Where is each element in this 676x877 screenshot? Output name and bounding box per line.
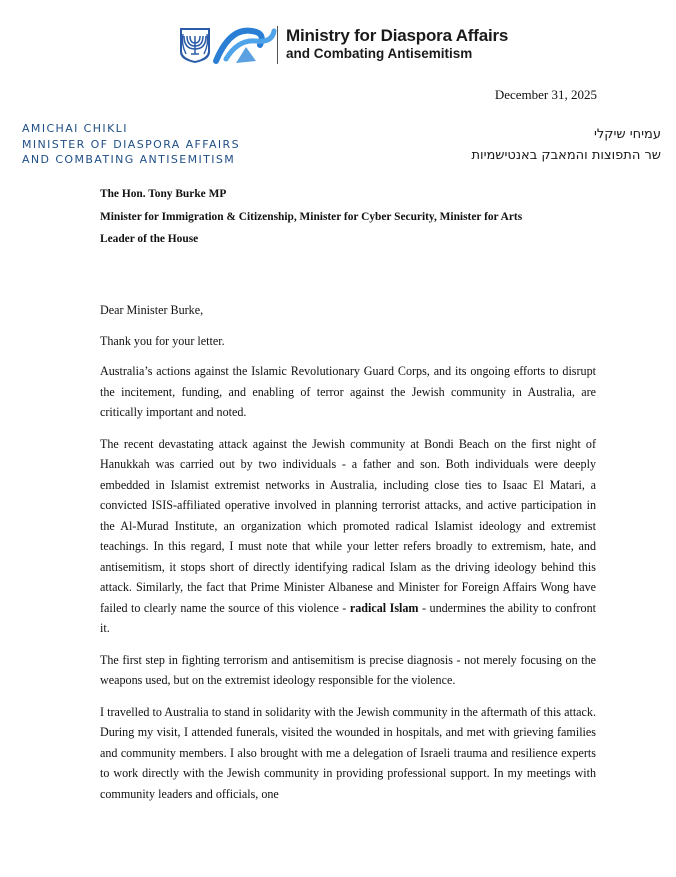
recipient-block [100, 183, 522, 251]
paragraph-1: Thank you for your letter. [100, 333, 225, 348]
menorah-emblem-icon [178, 26, 212, 64]
letter-body [100, 300, 596, 815]
salutation: Dear Minister Burke, [100, 303, 204, 317]
paragraph-5: I travelled to Australia to stand in solidarity with the Jewish community in the aftermath of this attack. During my visit, I attended funerals, visited the wounded in hospitals, and met with grieving families and community members. I also brought with me a delegation of Israeli trauma and resilience experts to work directly with the Jewish community in providing professional support. In my meetings with community leaders and officials, one [100, 704, 596, 801]
ministry-title-line1: Ministry for Diaspora Affairs [286, 26, 509, 45]
sender-block-english [22, 121, 240, 168]
paragraph-3-text: The recent devastating attack against the Jewish community at Bondi Beach on the first night of Hanukkah was carried out by two individuals - a father and son. Both individuals were deeply embedded in Islamist extremist networks in Australia, including close ties to Isaac El Matari, a convicted ISIS-affiliated operative involved in planning terrorist attacks, and active participation in the Al-Murad Institute, an organization which promoted radical Islamist ideology and extremist teachings. In this regard, I must note that while your letter refers broadly to extremism, hate, and antisemitism, it stops short of directly identifying radical Islam as the driving ideology behind this attack. Similarly, the fact that Prime Minister Albanese and Minister for Foreign Affairs Wong have failed to clearly name the source of this violence - [100, 436, 596, 615]
letter-date: December 31, 2025 [494, 87, 597, 102]
paragraph-3-bold-term: radical Islam [349, 600, 419, 615]
ministry-title-line2: and Combating Antisemitism [286, 46, 473, 61]
sender-name-he: עמיחי שיקלי [593, 127, 661, 142]
sender-title-en-line1: MINISTER OF DIASPORA AFFAIRS [22, 137, 240, 151]
sender-block-hebrew [471, 124, 661, 166]
letterhead [0, 0, 676, 80]
ministry-swoosh-logo-icon [212, 23, 278, 67]
paragraph-4: The first step in fighting terrorism and antisemitism is precise diagnosis - not merely focusing on the weapons used, but on the extremist ideology responsible for the violence. [100, 652, 596, 687]
recipient-name: The Hon. Tony Burke MP [100, 188, 227, 200]
sender-title-en-line2: AND COMBATING ANTISEMITISM [22, 153, 236, 167]
ministry-title [286, 26, 508, 62]
recipient-title-line1: Minister for Immigration & Citizenship, Minister for Cyber Security, Minister for Arts [100, 210, 523, 223]
recipient-title-line2: Leader of the House [100, 233, 199, 245]
sender-title-he: שר התפוצות והמאבק באנטישמיות [471, 148, 661, 163]
paragraph-3 [100, 434, 596, 639]
paragraph-2: Australia’s actions against the Islamic Revolutionary Guard Corps, and its ongoing efforts to disrupt the incitement, funding, and enabling of terror against the Jewish community in Australia, are critically important and noted. [100, 364, 596, 419]
sender-name-en: AMICHAI CHIKLI [22, 122, 128, 135]
paragraph-3-end: - undermines the ability to confront it. [100, 600, 596, 635]
logo-divider [277, 26, 278, 64]
